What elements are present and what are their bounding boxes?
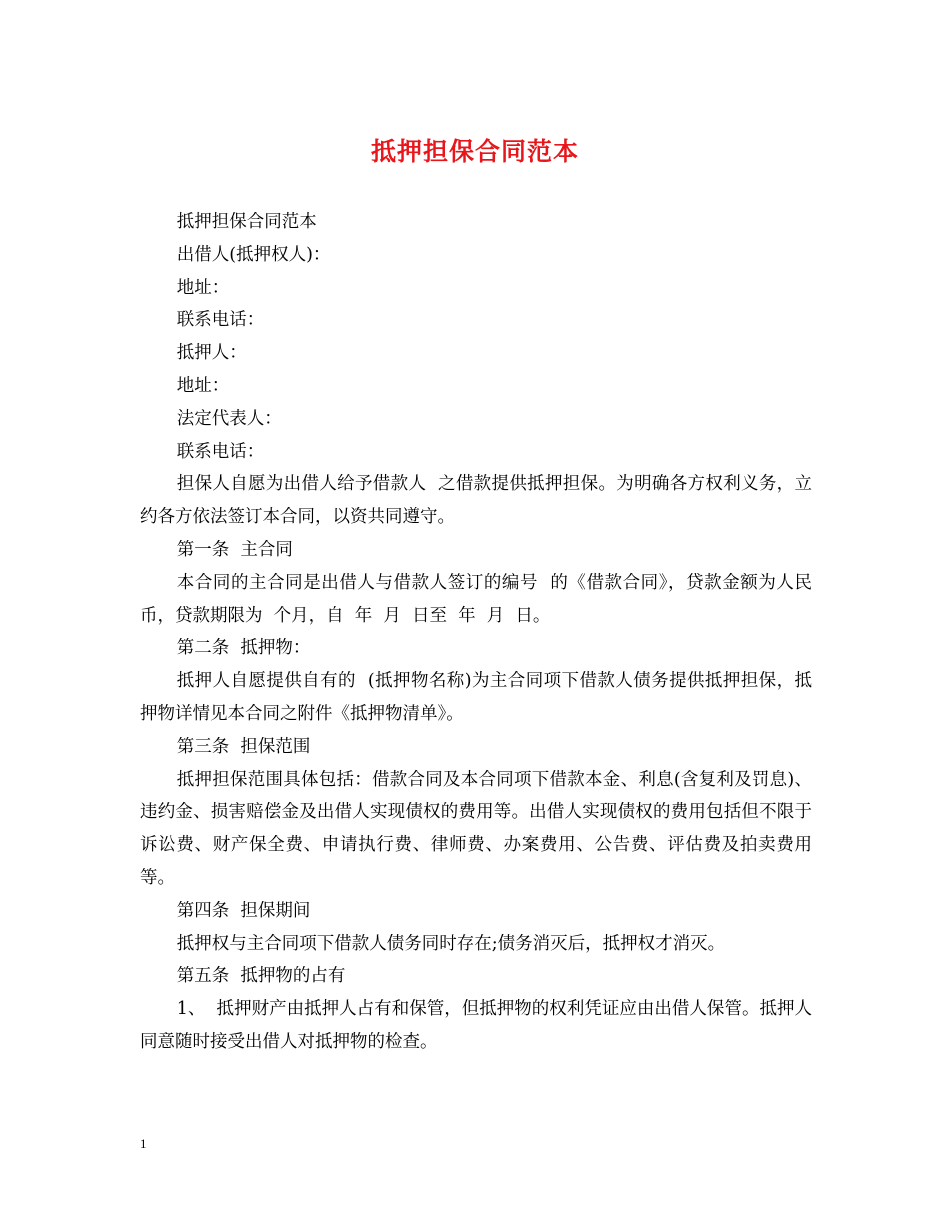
paragraph: 抵押权与主合同项下借款人债务同时存在;债务消灭后，抵押权才消灭。 <box>176 933 726 954</box>
paragraph: 联系电话： <box>176 441 265 462</box>
paragraph: 抵押人： <box>176 343 247 364</box>
paragraph: 本合同的主合同是出借人与借款人签订的编号 的《借款合同》，贷款金额为人民币，贷款期限为 个月，自 年 月 日至 年 月 日。 <box>140 572 812 626</box>
paragraph: 地址： <box>176 277 230 298</box>
paragraph: 抵押人自愿提供自有的 (抵押物名称)为主合同项下借款人债务提供抵押担保，抵押物详情见本合同之附件《抵押物清单》。 <box>140 671 812 724</box>
paragraph: 抵押担保范围具体包括：借款合同及本合同项下借款本金、利息(含复利及罚息)、违约金、损害赔偿金及出借人实现债权的费用等。出借人实现债权的费用包括但不限于诉讼费、财产保全费、申请执行费、律师费、办案费用、公告费、评估费及拍卖费用等。 <box>140 769 812 888</box>
document-body <box>140 206 812 1059</box>
paragraph: 担保人自愿为出借人给予借款人 之借款提供抵押担保。为明确各方权利义务，立约各方依法签订本合同，以资共同遵守。 <box>140 474 812 528</box>
paragraph: 出借人(抵押权人)： <box>176 244 331 265</box>
paragraph: 抵押担保合同范本 <box>176 212 317 232</box>
document-title: 抵押担保合同范本 <box>370 137 579 166</box>
section-heading: 第五条 抵押物的占有 <box>176 966 346 987</box>
section-heading: 第二条 抵押物： <box>176 638 311 659</box>
section-heading: 第三条 担保范围 <box>176 736 311 757</box>
section-heading: 第一条 主合同 <box>176 539 293 560</box>
section-heading: 第四条 担保期间 <box>176 900 311 921</box>
paragraph: 地址： <box>176 375 230 396</box>
paragraph: 1、 抵押财产由抵押人占有和保管，但抵押物的权利凭证应由出借人保管。抵押人同意随时接受出借人对抵押物的检查。 <box>140 999 812 1052</box>
paragraph: 联系电话： <box>176 310 265 331</box>
page-number: 1 <box>140 1136 147 1151</box>
paragraph: 法定代表人： <box>176 408 282 429</box>
